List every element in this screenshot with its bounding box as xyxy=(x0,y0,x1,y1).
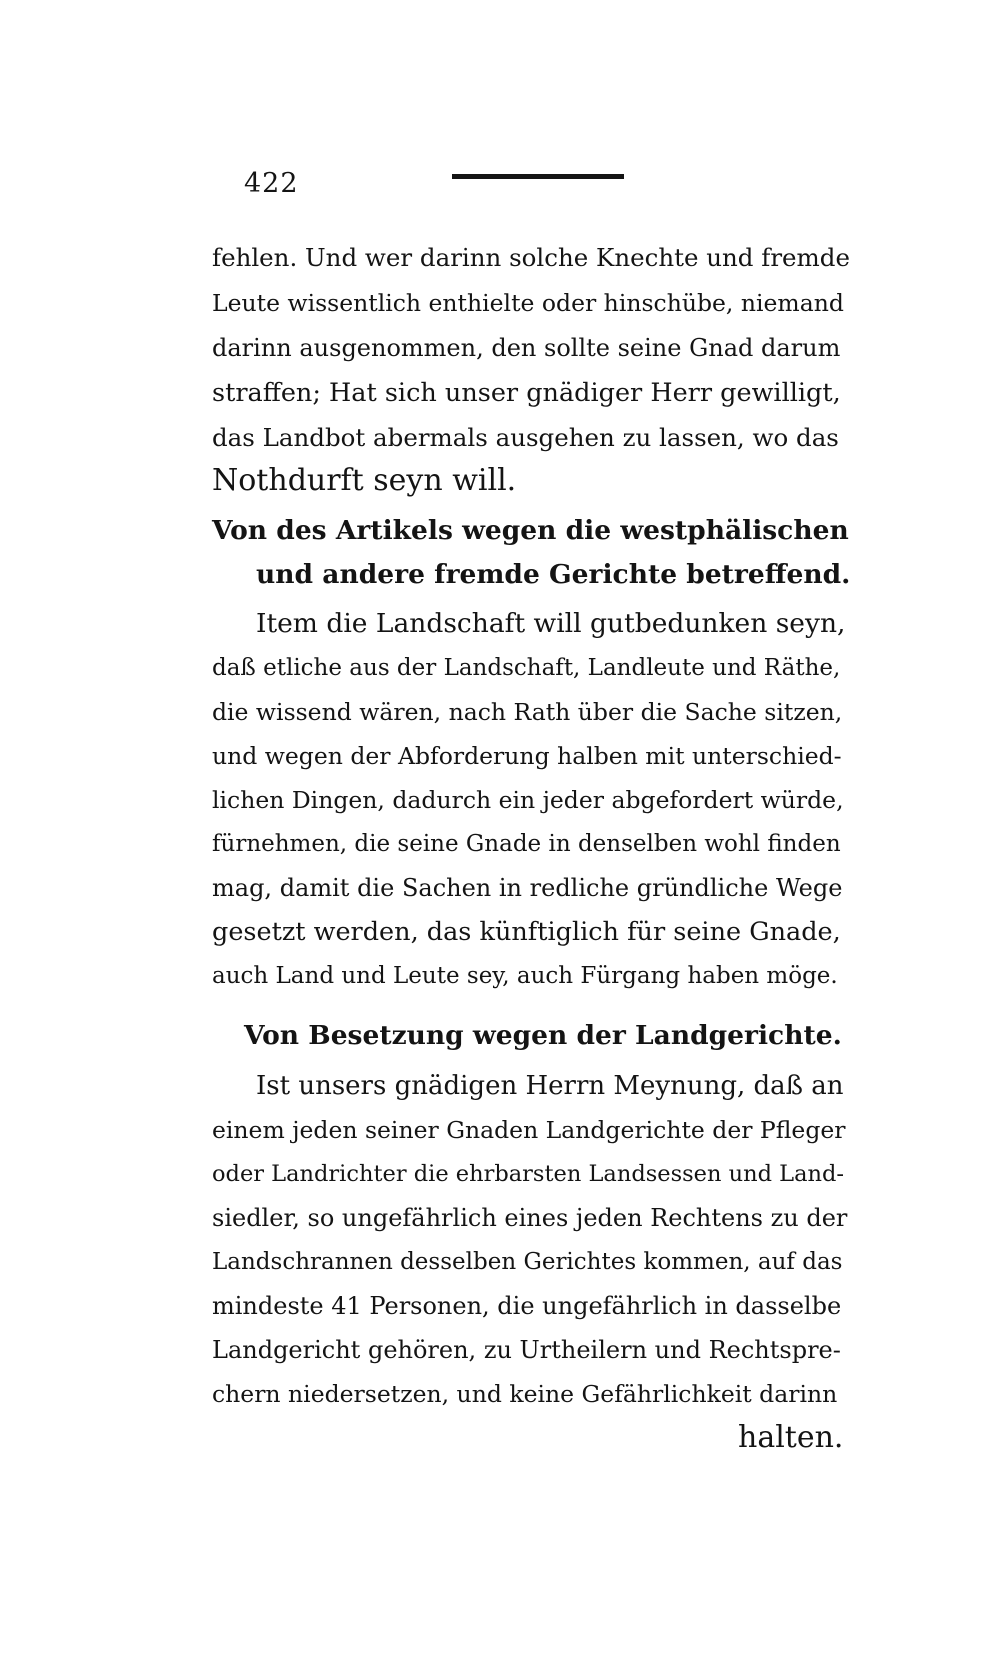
section-heading: Von des Artikels wegen die westphälischen xyxy=(212,515,849,546)
paragraph-line: fürnehmen, die seine Gnade in denselben wohl finden xyxy=(212,831,841,857)
paragraph-line: gesetzt werden, das künftiglich für seine Gnade, xyxy=(212,917,841,947)
page-number: 422 xyxy=(244,168,299,199)
paragraph-line: einem jeden seiner Gnaden Landgerichte der Pfleger xyxy=(212,1116,846,1144)
section-heading: Von Besetzung wegen der Landgerichte. xyxy=(244,1020,842,1051)
paragraph-line: chern niedersetzen, und keine Gefährlichkeit darinn xyxy=(212,1380,838,1408)
section-heading: und andere fremde Gerichte betreffend. xyxy=(256,559,851,590)
paragraph-line: mindeste 41 Personen, die ungefährlich in dasselbe xyxy=(212,1292,842,1320)
paragraph-line: Leute wissentlich enthielte oder hinschübe, niemand xyxy=(212,289,844,317)
paragraph-line: Landgericht gehören, zu Urtheilern und Rechtspre- xyxy=(212,1336,841,1364)
paragraph-line: Ist unsers gnädigen Herrn Meynung, daß an xyxy=(256,1071,844,1101)
paragraph-line: Nothdurft seyn will. xyxy=(212,463,517,498)
catchword: halten. xyxy=(738,1420,844,1455)
paragraph-line: siedler, so ungefährlich eines jeden Rechtens zu der xyxy=(212,1204,848,1232)
paragraph-line: fehlen. Und wer darinn solche Knechte und fremde xyxy=(212,243,850,272)
paragraph-line: die wissend wären, nach Rath über die Sache sitzen, xyxy=(212,698,843,726)
paragraph-line: das Landbot abermals ausgehen zu lassen, wo das xyxy=(212,423,839,452)
paragraph-line: und wegen der Abforderung halben mit unterschied- xyxy=(212,742,842,770)
header-rule xyxy=(452,174,624,179)
paragraph-line: Item die Landschaft will gutbedunken seyn, xyxy=(256,608,846,639)
paragraph-line: mag, damit die Sachen in redliche gründliche Wege xyxy=(212,874,843,902)
paragraph-line: Landschrannen desselben Gerichtes kommen, auf das xyxy=(212,1249,843,1275)
paragraph-line: lichen Dingen, dadurch ein jeder abgefordert würde, xyxy=(212,786,844,814)
paragraph-line: straffen; Hat sich unser gnädiger Herr gewilligt, xyxy=(212,378,841,408)
paragraph-line: daß etliche aus der Landschaft, Landleute und Räthe, xyxy=(212,655,841,681)
paragraph-line: darinn ausgenommen, den sollte seine Gnad darum xyxy=(212,334,841,362)
paragraph-line: oder Landrichter die ehrbarsten Landsessen und Land- xyxy=(212,1161,845,1187)
paragraph-line: auch Land und Leute sey, auch Fürgang haben möge. xyxy=(212,963,838,989)
